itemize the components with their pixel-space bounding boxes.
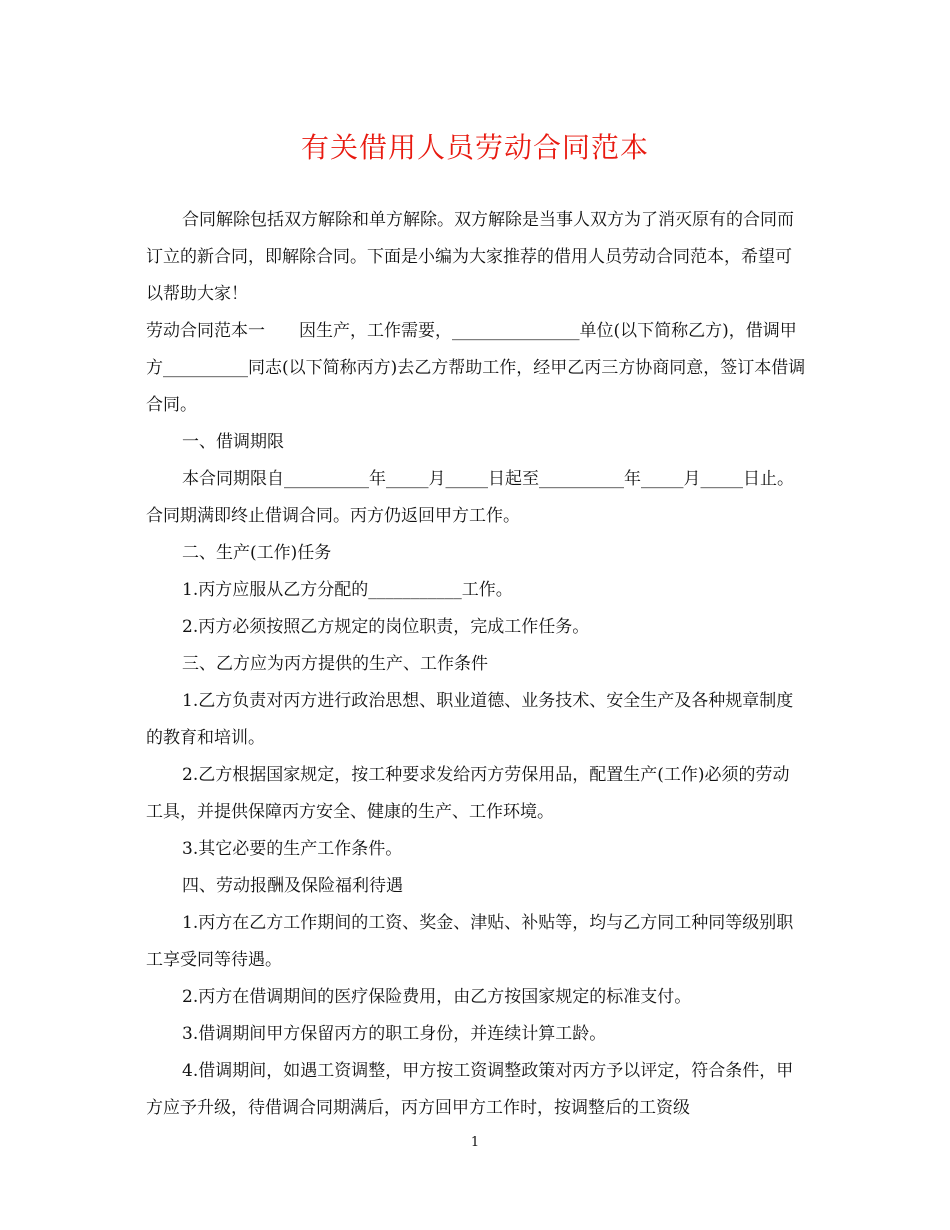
paragraph-term: 本合同期限自__________年_____月_____日起至__________年_____月_____日止。合同期满即终止借调合同。丙方仍返回甲方工作。 — [146, 469, 794, 526]
paragraph-conditions-3: 3.其它必要的生产工作条件。 — [182, 839, 403, 859]
section-heading-pay: 四、劳动报酬及保险福利待遇 — [182, 876, 403, 896]
paragraph-pay-2: 2.丙方在借调期间的医疗保险费用，由乙方按国家规定的标准支付。 — [182, 987, 692, 1007]
paragraph-conditions-2: 2.乙方根据国家规定，按工种要求发给丙方劳保用品，配置生产(工作)必须的劳动工具，并提供保障丙方安全、健康的生产、工作环境。 — [146, 765, 790, 822]
section-heading-conditions: 三、乙方应为丙方提供的生产、工作条件 — [182, 654, 488, 674]
section-heading-task: 二、生产(工作)任务 — [182, 543, 332, 563]
paragraph-conditions-1: 1.乙方负责对丙方进行政治思想、职业道德、业务技术、安全生产及各种规章制度的教育和培训。 — [146, 691, 794, 748]
document-title: 有关借用人员劳动合同范本 — [300, 131, 649, 164]
paragraph-contract-opening: 劳动合同范本一 因生产，工作需要，_______________单位(以下简称乙方)，借调甲方__________同志(以下简称丙方)去乙方帮助工作，经甲乙丙三方协商同意，签订本借调合同。 — [146, 321, 806, 415]
page-number: 1 — [470, 1135, 480, 1150]
paragraph-pay-1: 1.丙方在乙方工作期间的工资、奖金、津贴、补贴等，均与乙方同工种同等级别职工享受同等待遇。 — [146, 913, 794, 970]
section-heading-term: 一、借调期限 — [182, 432, 284, 452]
paragraph-task-1: 1.丙方应服从乙方分配的___________工作。 — [182, 580, 513, 600]
paragraph-pay-3: 3.借调期间甲方保留丙方的职工身份，并连续计算工龄。 — [182, 1024, 607, 1044]
paragraph-pay-4: 4.借调期间，如遇工资调整，甲方按工资调整政策对丙方予以评定，符合条件，甲方应予升级，待借调合同期满后，丙方回甲方工作时，按调整后的工资级 — [146, 1061, 794, 1118]
paragraph-intro: 合同解除包括双方解除和单方解除。双方解除是当事人双方为了消灭原有的合同而订立的新合同，即解除合同。下面是小编为大家推荐的借用人员劳动合同范本，希望可以帮助大家！ — [146, 210, 794, 304]
document-body — [146, 202, 806, 1127]
paragraph-task-2: 2.丙方必须按照乙方规定的岗位职责，完成工作任务。 — [182, 617, 590, 637]
